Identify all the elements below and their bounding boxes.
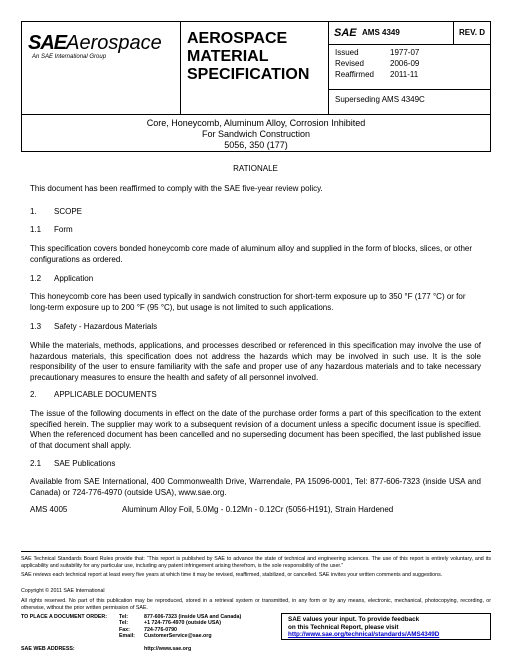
sae-mark: SAE [334,27,357,39]
fax-label: Fax: [119,626,130,633]
document-header [21,21,491,115]
title-line-2: MATERIAL [187,48,269,65]
superseding-note: Superseding AMS 4349C [335,95,425,104]
logo-subtitle: An SAE International Group [32,54,107,60]
sae-aerospace-logo [22,22,181,114]
revised-date: 2006-09 [390,59,420,68]
section-1-3-text: While the materials, methods, applications, and processes described or referenced in this specification may involve the use of hazardous materials, this specification does not address the hazards which may be involved in such use. It is the sole responsibility of the user to ensure familiarity with the safe and proper use of any hazardous materials and to take necessary precautionary measures to ensure the health and safety of all personnel involved. [30,341,481,382]
document-type-title [181,22,329,114]
document-dates [335,47,419,80]
reference-document-row [30,505,393,514]
divider [329,89,490,90]
fax-value: 724-776-0790 [144,626,177,633]
section-number: 1.2 [30,274,42,283]
section-title: SCOPE [54,207,83,216]
reaffirmed-date: 2011-11 [390,70,419,79]
section-number: 1.1 [30,225,42,234]
tel2-label: Tel: [119,620,129,627]
section-1-2-heading [30,274,481,285]
web-address-row [21,646,192,652]
section-number: 2. [30,390,37,399]
section-2-1-text: Available from SAE International, 400 Commonwealth Drive, Warrendale, PA 15096-0001, Tel: 877-606-7323 (inside USA and Canada) or 724-776-4970 (outside USA), www.sae.org. [30,477,481,497]
logo-sae-text: SAE [28,32,67,54]
footer-review-text: SAE reviews each technical report at least every five years at which time it may be revised, reaffirmed, stabilized, or cancelled. SAE invites your written comments and suggestions. [21,572,443,578]
footer-rules-text: SAE Technical Standards Board Rules provide that: “This report is published by SAE to advance the state of technical and engineering sciences. The use of this report is entirely voluntary, and its applicability and suitability for any particular use, including any patent infringement arising therefrom, is the sole responsibility of the user.” [21,556,491,569]
revised-label: Revised [335,59,364,68]
reference-code: AMS 4005 [30,505,68,514]
doc-number-cell [329,22,454,44]
spec-title-line-1: Core, Honeycomb, Aluminum Alloy, Corrosion Inhibited [146,118,366,128]
logo-aerospace-text: Aerospace [66,32,162,54]
web-label: SAE WEB ADDRESS: [21,646,75,652]
section-title: APPLICABLE DOCUMENTS [54,390,157,399]
title-line-3: SPECIFICATION [187,66,310,83]
web-link[interactable]: http://www.sae.org [144,646,192,652]
section-2-text: The issue of the following documents in effect on the date of the purchase order forms a part of this specification to the extent specified herein. The supplier may work to a subsequent revision of a document unless a specific document issue is specified. When the referenced document has been cancelled and no superseding document has been specified, the last published issue of that document shall apply. [30,409,481,450]
specification-title-block [21,114,491,152]
feedback-link[interactable]: http://www.sae.org/technical/standards/AMS4349D [288,631,440,638]
section-1-3-heading [30,322,481,333]
footer-copyright: Copyright © 2011 SAE International [21,588,105,594]
issued-date: 1977-07 [390,48,420,57]
tel2-value: +1 724-776-4970 (outside USA) [144,620,221,627]
email-link[interactable]: CustomerService@sae.org [144,633,212,640]
section-number: 1.3 [30,322,42,331]
order-label: TO PLACE A DOCUMENT ORDER: [21,614,108,620]
rationale-text: This document has been reaffirmed to comply with the SAE five-year review policy. [30,184,323,193]
issued-label: Issued [335,48,359,57]
section-1-1-text: This specification covers bonded honeycomb core made of aluminum alloy and supplied in the form of blocks, slices, or other configurations as ordered. [30,244,473,264]
doc-number: AMS 4349 [362,28,400,37]
tel-label: Tel: [119,614,129,620]
section-1-2-text: This honeycomb core has been used typically in sandwich construction for short-term exposure up to 350 °F (177 °C) or for long-term exposure up to 200 °F (95 °C), but usage is not limited to such applications. [30,292,466,312]
revision-label: REV. D [459,28,485,37]
spec-title-line-2: For Sandwich Construction [201,129,311,139]
section-1-1-heading [30,225,481,236]
email-label: Email: [119,633,135,640]
section-number: 1. [30,207,37,216]
feedback-line-1: SAE values your input. To provide feedback [288,616,420,623]
section-1-heading [30,207,481,218]
section-2-heading [30,390,481,401]
section-title: Application [54,274,94,283]
section-title: SAE Publications [54,459,116,468]
feedback-line-2: on this Technical Report, please visit [288,623,399,631]
section-number: 2.1 [30,459,42,468]
tel-value: 877-606-7323 (inside USA and Canada) [144,614,242,620]
spec-title-line-3: 5056, 350 (177) [224,140,288,150]
footer-rights-text: All rights reserved. No part of this publication may be reproduced, stored in a retrieval system or transmitted, in any form or by any means, electronic, mechanical, photocopying, recording, or otherwise, without the prior written permission of SAE. [21,598,491,611]
section-title: Safety - Hazardous Materials [54,322,158,331]
rationale-heading: RATIONALE [233,164,278,173]
section-2-1-heading [30,459,481,470]
footer-divider [21,551,491,552]
feedback-box [281,613,491,640]
reference-title: Aluminum Alloy Foil, 5.0Mg - 0.12Mn - 0.12Cr (5056-H191), Strain Hardened [122,505,394,514]
section-title: Form [54,225,73,234]
reaffirmed-label: Reaffirmed [335,70,374,79]
document-info-panel [329,22,490,114]
title-line-1: AEROSPACE [187,30,288,47]
